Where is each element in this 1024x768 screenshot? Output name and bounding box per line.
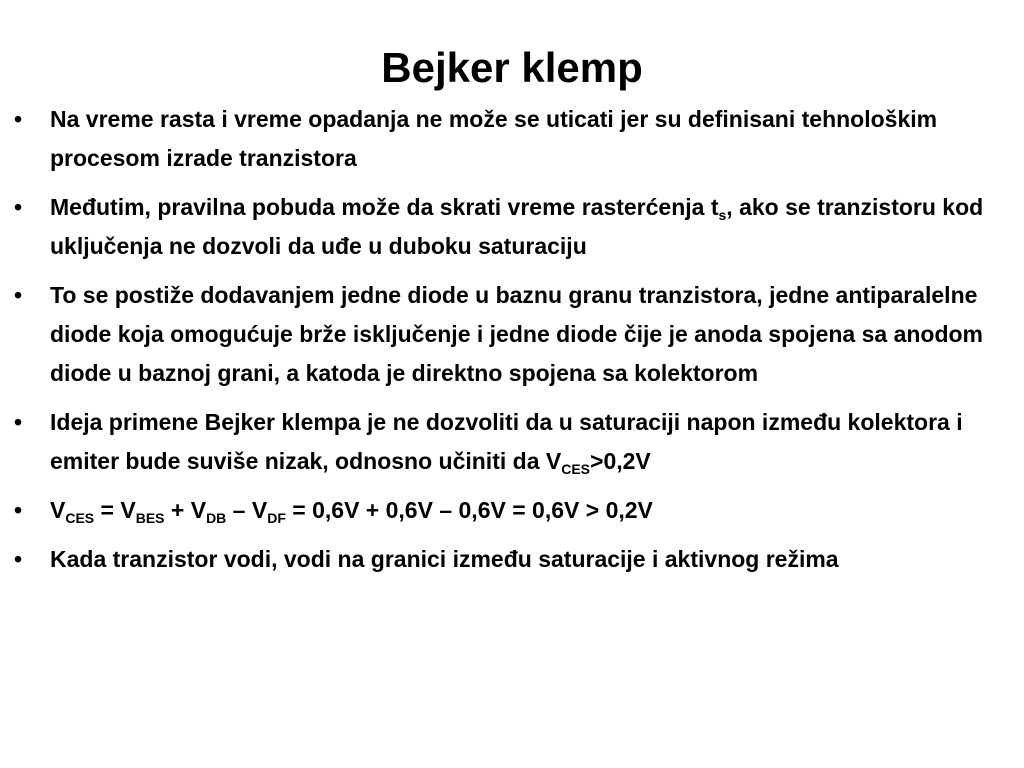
formula-part: V <box>50 497 66 523</box>
bullet-text-part: Ideja primene Bejker klempa je ne dozvoliti da u saturaciji napon između kolektora i emiter bude suviše nizak, odnosno učiniti da V <box>50 409 963 474</box>
bullet-icon: • <box>14 282 23 308</box>
subscript: DB <box>206 510 227 526</box>
subscript: CES <box>65 510 95 526</box>
bullet-icon: • <box>14 409 23 435</box>
bullet-item-3 <box>10 276 1020 393</box>
bullet-item-4 <box>10 403 1020 481</box>
bullet-icon: • <box>14 497 23 523</box>
bullet-text: To se postiže dodavanjem jedne diode u baznu granu tranzistora, jedne antiparalelne diode koja omogućuje brže isključenje i jedne diode čije je anoda spojena sa anodom diode u baznoj grani, a katoda je direktno spojena sa kolektorom <box>50 282 984 386</box>
bullet-text <box>50 194 983 259</box>
bullet-item-1 <box>10 100 1020 178</box>
subscript: DF <box>267 510 286 526</box>
bullet-item-2 <box>10 188 1020 266</box>
bullet-text-part: >0,2V <box>590 448 651 474</box>
bullet-item-5 <box>10 491 1020 530</box>
bullet-icon: • <box>14 194 23 220</box>
bullet-item-6 <box>10 540 1020 579</box>
bullet-text: Na vreme rasta i vreme opadanja ne može se uticati jer su definisani tehnološkim procesom izrade tranzistora <box>50 106 938 171</box>
slide-title: Bejker klemp <box>381 44 643 91</box>
formula-part: = 0,6V + 0,6V – 0,6V = 0,6V > 0,2V <box>285 497 653 523</box>
formula-part: + V <box>164 497 207 523</box>
subscript: BES <box>135 510 165 526</box>
formula-part: = V <box>94 497 136 523</box>
formula <box>50 497 653 526</box>
formula-part: – V <box>226 497 268 523</box>
bullet-text-part: Međutim, pravilna pobuda može da skrati vreme rasterćenja t <box>50 194 719 220</box>
bullet-icon: • <box>14 546 23 572</box>
subscript: s <box>718 207 727 223</box>
bullet-text <box>50 409 963 477</box>
subscript: CES <box>561 461 591 477</box>
bullet-text-part: , ako se tranzistoru kod uključenja ne dozvoli da uđe u duboku saturaciju <box>50 194 984 259</box>
bullet-text: Kada tranzistor vodi, vodi na granici između saturacije i aktivnog režima <box>50 546 839 572</box>
bullet-icon: • <box>14 106 23 132</box>
bullet-list <box>10 100 1020 589</box>
